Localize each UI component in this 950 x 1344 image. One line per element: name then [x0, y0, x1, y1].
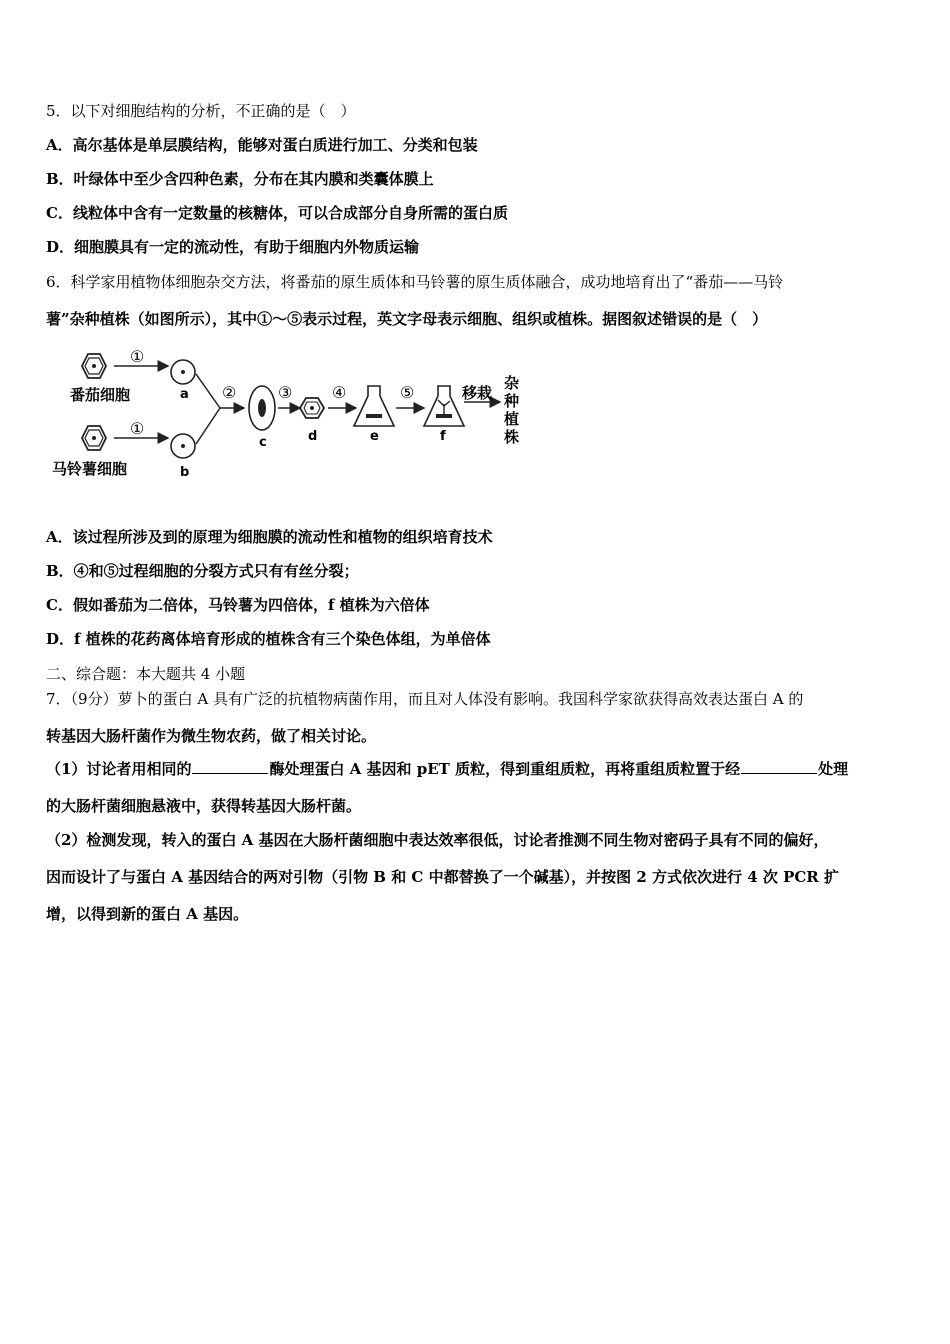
- label-e: e: [370, 429, 379, 444]
- q6-stem-line2: 薯”杂种植株（如图所示），其中①～⑤表示过程，英文字母表示细胞、组织或植株。据图叙述错误的是（ ）: [46, 310, 768, 328]
- label-f: f: [440, 429, 446, 444]
- q7-part2-line3: 增，以得到新的蛋白 A 基因。: [46, 905, 249, 923]
- answer-blank-2[interactable]: [741, 759, 817, 774]
- hybrid-cell-d-icon: [300, 398, 324, 418]
- potato-cell-label: 马铃薯细胞: [52, 460, 128, 478]
- hybridization-diagram: [50, 346, 530, 486]
- step-5: ⑤: [400, 383, 415, 402]
- q5-option-b: B．叶绿体中至少含四种色素，分布在其内膜和类囊体膜上: [46, 170, 434, 188]
- result-char-1: 杂: [504, 374, 520, 392]
- q7-part1-line2: 的大肠杆菌细胞悬液中，获得转基因大肠杆菌。: [46, 797, 362, 815]
- q7-part1-text-c: 处理: [818, 760, 849, 778]
- answer-blank-1[interactable]: [192, 759, 268, 774]
- q6-option-a: A．该过程所涉及到的原理为细胞膜的流动性和植物的组织培育技术: [46, 528, 493, 546]
- section2-heading: 二、综合题：本大题共 4 小题: [46, 665, 246, 683]
- result-char-2: 种: [504, 392, 520, 410]
- q7-line1: 7．（9分）萝卜的蛋白 A 具有广泛的抗植物病菌作用，而且对人体没有影响。我国科学家欲获得高效表达蛋白 A 的: [46, 690, 804, 708]
- protoplast-a-icon: [171, 360, 195, 384]
- protoplast-b-icon: [171, 434, 195, 458]
- step-4: ④: [332, 383, 347, 402]
- fused-cell-c-icon: [249, 386, 275, 430]
- q5-option-c: C．线粒体中含有一定数量的核糖体，可以合成部分自身所需的蛋白质: [46, 204, 508, 222]
- result-char-3: 植: [504, 410, 520, 428]
- label-c: c: [259, 435, 267, 450]
- q6-option-b: B．④和⑤过程细胞的分裂方式只有有丝分裂；: [46, 562, 359, 580]
- q6-option-d: D．f 植株的花药离体培育形成的植株含有三个染色体组，为单倍体: [46, 630, 491, 648]
- q7-part1-line1: [46, 758, 906, 780]
- q6-option-c: C．假如番茄为二倍体，马铃薯为四倍体，f 植株为六倍体: [46, 596, 430, 614]
- q5-stem: 5．以下对细胞结构的分析，不正确的是（ ）: [46, 102, 356, 120]
- q6-stem-line1: 6．科学家用植物体细胞杂交方法，将番茄的原生质体和马铃薯的原生质体融合，成功地培育出了“番茄——马铃: [46, 273, 784, 291]
- q7-part2-line2: 因而设计了与蛋白 A 基因结合的两对引物（引物 B 和 C 中都替换了一个碱基），并按图 2 方式依次进行 4 次 PCR 扩: [46, 868, 839, 886]
- tomato-cell-icon: [82, 354, 106, 378]
- q7-part2-line1: （2）检测发现，转入的蛋白 A 基因在大肠杆菌细胞中表达效率很低，讨论者推测不同生物对密码子具有不同的偏好，: [46, 831, 829, 849]
- q7-part1-text-a: （1）讨论者用相同的: [46, 760, 192, 778]
- transplant-label: 移栽: [462, 384, 493, 402]
- step-2: ②: [222, 383, 237, 402]
- step-1-bottom: ①: [130, 419, 145, 438]
- culture-flask-f-icon: [424, 386, 464, 426]
- tomato-cell-label: 番茄细胞: [70, 386, 131, 404]
- result-char-4: 株: [504, 428, 520, 446]
- step-1-top: ①: [130, 347, 145, 366]
- q5-option-a: A．高尔基体是单层膜结构，能够对蛋白质进行加工、分类和包装: [46, 136, 478, 154]
- culture-flask-e-icon: [354, 386, 394, 426]
- label-b: b: [180, 465, 190, 480]
- q7-part1-text-b: 酶处理蛋白 A 基因和 pET 质粒，得到重组质粒，再将重组质粒置于经: [269, 760, 741, 778]
- potato-cell-icon: [82, 426, 106, 450]
- label-d: d: [308, 429, 318, 444]
- q5-option-d: D．细胞膜具有一定的流动性，有助于细胞内外物质运输: [46, 238, 420, 256]
- step-3: ③: [278, 383, 293, 402]
- label-a: a: [180, 387, 189, 402]
- q7-line2: 转基因大肠杆菌作为微生物农药，做了相关讨论。: [46, 727, 377, 745]
